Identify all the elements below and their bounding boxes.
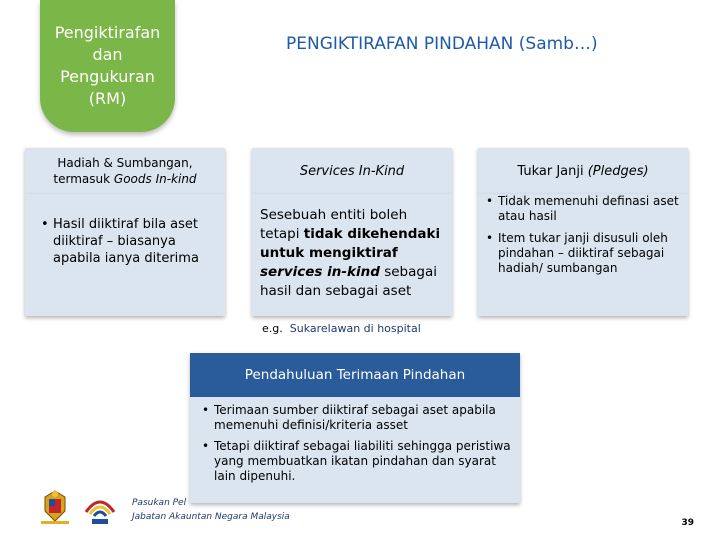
example-label: e.g.: [262, 322, 283, 335]
pendahuluan-bullet: • Terimaan sumber diiktiraf sebagai aset apabila memenuhi definisi/kriteria asset: [214, 403, 512, 433]
col2-body: [252, 194, 452, 316]
col1-body: [25, 194, 225, 316]
pendahuluan-header: [190, 353, 520, 397]
pendahuluan-bullet: • Tetapi diiktiraf sebagai liabiliti sehingga peristiwa yang membuatkan ikatan pindahan dan syarat lain dipenuhi.: [214, 439, 512, 484]
col2-header-text: Services In-Kind: [299, 163, 405, 179]
example-text: Sukarelawan di hospital: [289, 322, 421, 335]
anm-logo-icon: [80, 488, 120, 528]
page-number: 39: [681, 518, 694, 528]
pendahuluan-body: [190, 397, 520, 503]
rm-box-text: Pengiktirafan dan Pengukuran (RM): [54, 23, 161, 108]
col1-bullet: [53, 216, 215, 267]
col2-text-2: sebagai hasil dan sebagai aset: [260, 264, 437, 299]
col1-bullet-text: Hasil diiktiraf bila aset diiktiraf – biasanya apabila: [53, 217, 199, 266]
col2-header: [252, 148, 452, 194]
page-title: PENGIKTIRAFAN PINDAHAN (Samb…): [286, 34, 598, 54]
col1-header: [25, 148, 225, 194]
col1-header-main: Hadiah & Sumbangan,: [57, 156, 193, 170]
footer-line2: Jabatan Akauntan Negara Malaysia: [132, 512, 290, 522]
col3-header-italic: (Pledges): [587, 163, 649, 179]
col1-bullet-bold: ianya diterima: [104, 251, 199, 266]
col2-text-italic: services in-kind: [260, 264, 380, 280]
col3-bullet: • Item tukar janji disusuli oleh pindahan – diiktiraf sebagai hadiah/ sumbangan: [498, 231, 680, 276]
footer: [132, 496, 290, 524]
col1-header-sub: [53, 171, 196, 187]
col3-header: [478, 148, 688, 194]
col3-bullet: • Tidak memenuhi definasi aset atau hasil: [498, 194, 680, 224]
col3-body: [478, 194, 688, 316]
col2-text: [252, 194, 452, 301]
example-note: [262, 322, 421, 335]
rm-box: [40, 0, 175, 132]
col1-header-italic: Goods In-kind: [113, 172, 197, 186]
col2-text-bold: tidak dikehendaki untuk mengiktiraf: [260, 226, 441, 261]
pendahuluan-header-text: Pendahuluan Terimaan Pindahan: [244, 367, 466, 383]
col3-header-text: Tukar Janji: [517, 163, 584, 179]
footer-line1: Pasukan Pel: [132, 498, 187, 508]
col1-header-prefix: termasuk: [53, 172, 114, 186]
col2-text-1: Sesebuah entiti boleh tetapi: [260, 207, 408, 242]
coat-of-arms-icon: [35, 487, 75, 527]
